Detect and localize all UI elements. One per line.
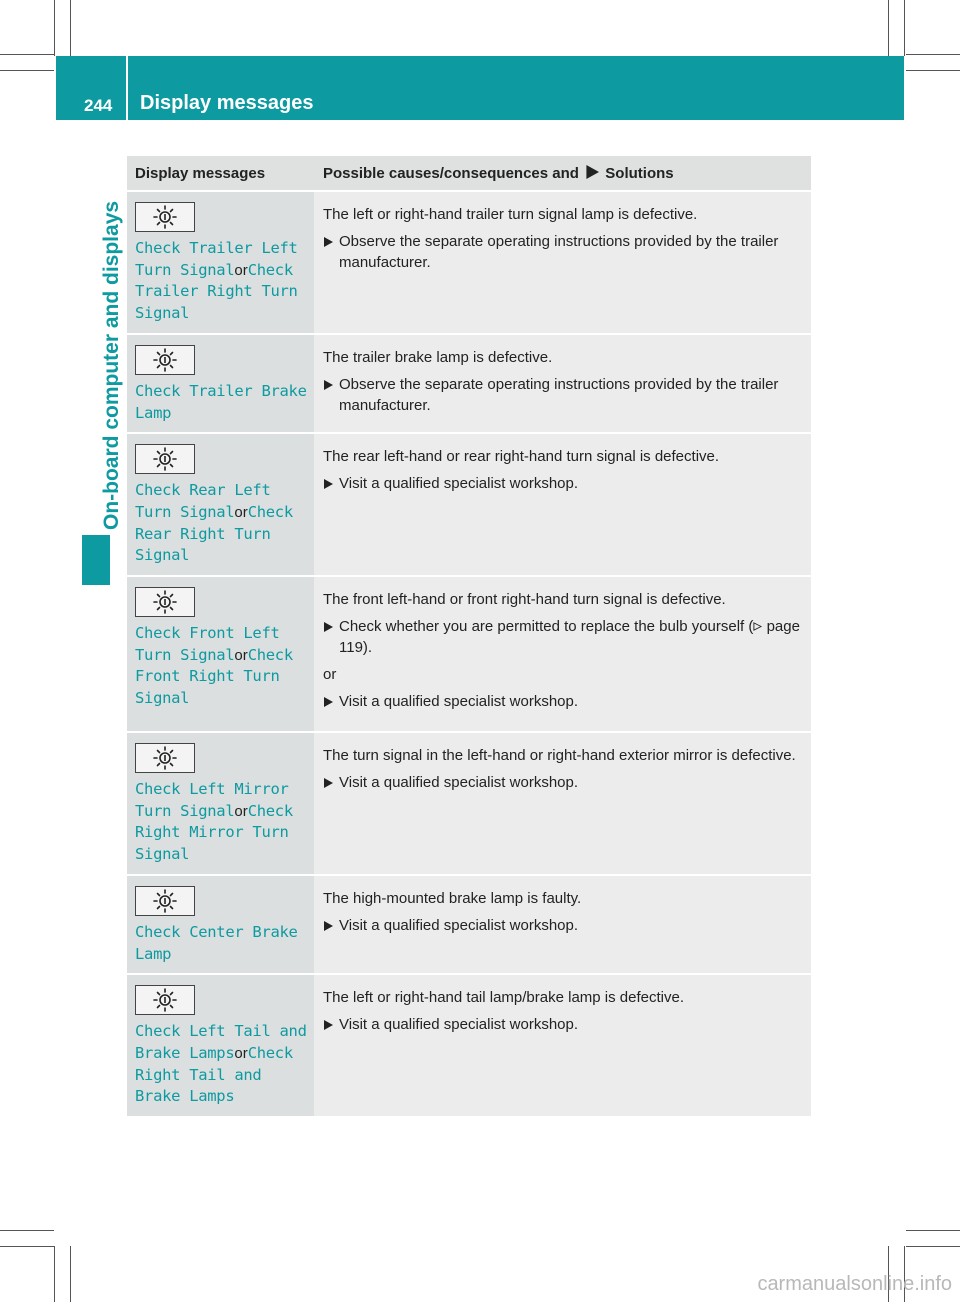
message-text: Check Rear Left Turn Signal: [135, 481, 271, 521]
solution-cell: [314, 192, 811, 333]
message-text: Check Front Left Turn Signal: [135, 624, 280, 664]
message-text: Check Left Tail and Brake Lamps: [135, 1022, 307, 1062]
col-header-causes-text: Possible causes/consequences and: [323, 165, 579, 182]
col-header-causes: [314, 156, 811, 190]
cause-text: The rear left-hand or rear right-hand turn signal is defective.: [323, 448, 720, 466]
section-tab-marker: [82, 535, 110, 585]
bulb-warning-icon: [135, 886, 195, 916]
solution-step-text: [339, 1014, 578, 1038]
message-cell: [127, 733, 314, 874]
solution-cell: [314, 335, 811, 432]
watermark-text: carmanualsonline.info: [757, 1273, 952, 1295]
col-header-solutions-text: Solutions: [605, 165, 674, 182]
message-text-alt: Check Trailer Right Turn Signal: [135, 260, 298, 323]
crop-mark: [54, 1246, 55, 1302]
table-row: [127, 333, 811, 432]
cause-text: The trailer brake lamp is defective.: [323, 348, 553, 366]
crop-mark: [906, 1230, 960, 1231]
solution-text: Observe the separate operating instructions provided by the trailer manufacturer.: [339, 233, 779, 271]
page-title: Display messages: [140, 92, 314, 114]
page-ref-triangle-icon: [753, 618, 762, 635]
solution-step: [323, 772, 801, 796]
solution-text: Visit a qualified specialist workshop.: [339, 693, 579, 711]
message-cell: [127, 975, 314, 1116]
solution-cell: [314, 434, 811, 575]
solution-cell: [314, 577, 811, 731]
solution-text: Check whether you are permitted to replace the bulb yourself (: [339, 618, 754, 636]
crop-mark: [888, 0, 889, 56]
bulb-warning-icon: [135, 345, 195, 375]
display-message: [135, 623, 308, 710]
crop-mark: [70, 1246, 71, 1302]
or-separator: or: [234, 503, 248, 521]
display-message: [135, 480, 308, 567]
solution-step: [323, 231, 801, 273]
solution-cell: [314, 975, 811, 1116]
table-row: [127, 973, 811, 1116]
table-body: [127, 190, 811, 1116]
solution-step: [323, 691, 801, 715]
solution-step-text: [339, 374, 801, 416]
solution-cell: [314, 876, 811, 973]
display-message: [135, 922, 308, 965]
crop-mark: [906, 54, 960, 55]
cause-text: The front left-hand or front right-hand turn signal is defective.: [323, 591, 726, 609]
message-cell: [127, 434, 314, 575]
table-row: [127, 575, 811, 731]
or-separator: or: [234, 261, 248, 279]
page-number: 244: [84, 96, 113, 115]
crop-mark: [906, 1246, 960, 1247]
bulb-warning-icon: [135, 587, 195, 617]
bulb-warning-icon: [135, 985, 195, 1015]
solution-step: [323, 616, 801, 658]
table-row: [127, 874, 811, 973]
display-message: [135, 381, 308, 424]
triangle-arrow-icon: [323, 231, 339, 273]
triangle-arrow-icon: [323, 1014, 339, 1038]
triangle-arrow-icon: [323, 691, 339, 715]
or-separator: or: [234, 1044, 248, 1062]
crop-mark: [54, 0, 55, 56]
solution-step-text: [339, 231, 801, 273]
section-tab-label: On-board computer and displays: [100, 200, 123, 530]
triangle-arrow-icon: [323, 473, 339, 497]
or-separator: or: [234, 646, 248, 664]
solution-step-text: [339, 473, 578, 497]
or-separator: or: [234, 802, 248, 820]
crop-mark: [0, 54, 54, 55]
bulb-warning-icon: [135, 202, 195, 232]
solution-step-text: [339, 915, 578, 939]
triangle-arrow-icon: [585, 165, 599, 179]
triangle-arrow-icon: [323, 374, 339, 416]
table-row: [127, 190, 811, 333]
display-messages-table: [127, 156, 811, 1116]
solution-cell: [314, 733, 811, 874]
or-line: or: [323, 666, 337, 684]
triangle-arrow-icon: [323, 915, 339, 939]
message-text-alt: Check Right Mirror Turn Signal: [135, 801, 293, 864]
message-text: Check Trailer Brake Lamp: [135, 381, 307, 422]
bulb-warning-icon: [135, 743, 195, 773]
message-text-alt: Check Right Tail and Brake Lamps: [135, 1043, 293, 1106]
cause-text: The turn signal in the left-hand or right-hand exterior mirror is defective.: [323, 747, 796, 765]
col-header-message: Display messages: [135, 165, 266, 182]
message-cell: [127, 577, 314, 731]
display-message: [135, 1021, 308, 1108]
display-message: [135, 779, 308, 866]
crop-mark: [906, 70, 960, 71]
solution-text: Visit a qualified specialist workshop.: [339, 774, 579, 792]
solution-text: Visit a qualified specialist workshop.: [339, 475, 579, 493]
cause-text: The left or right-hand tail lamp/brake lamp is defective.: [323, 989, 685, 1007]
triangle-arrow-icon: [323, 772, 339, 796]
solution-text: Observe the separate operating instructions provided by the trailer manufacturer.: [339, 375, 779, 414]
crop-mark: [0, 70, 54, 71]
display-message: [135, 238, 308, 325]
page-reference-link[interactable]: page 119).: [339, 618, 800, 657]
crop-mark: [904, 0, 905, 56]
crop-mark: [0, 1230, 54, 1231]
message-cell: [127, 335, 314, 432]
bulb-warning-icon: [135, 444, 195, 474]
solution-text: Visit a qualified specialist workshop.: [339, 1016, 579, 1034]
solution-step: [323, 374, 801, 416]
solution-step: [323, 1014, 801, 1038]
message-text-alt: Check Rear Right Turn Signal: [135, 502, 293, 565]
solution-step-text: [339, 616, 801, 658]
crop-mark: [70, 0, 71, 56]
cause-text: The high-mounted brake lamp is faulty.: [323, 889, 582, 907]
message-text-alt: Check Front Right Turn Signal: [135, 645, 293, 708]
table-header: [127, 156, 811, 190]
message-text: Check Left Mirror Turn Signal: [135, 780, 289, 820]
solution-step: [323, 915, 801, 939]
solution-step-text: [339, 772, 578, 796]
solution-step: [323, 473, 801, 497]
table-row: [127, 731, 811, 874]
solution-text: Visit a qualified specialist workshop.: [339, 916, 579, 934]
message-text: Check Center Brake Lamp: [135, 922, 298, 963]
cause-text: The left or right-hand trailer turn signal lamp is defective.: [323, 206, 698, 223]
message-cell: [127, 876, 314, 973]
message-text: Check Trailer Left Turn Signal: [135, 239, 298, 279]
table-row: [127, 432, 811, 575]
triangle-arrow-icon: [323, 616, 339, 658]
crop-mark: [0, 1246, 54, 1247]
message-cell: [127, 192, 314, 333]
